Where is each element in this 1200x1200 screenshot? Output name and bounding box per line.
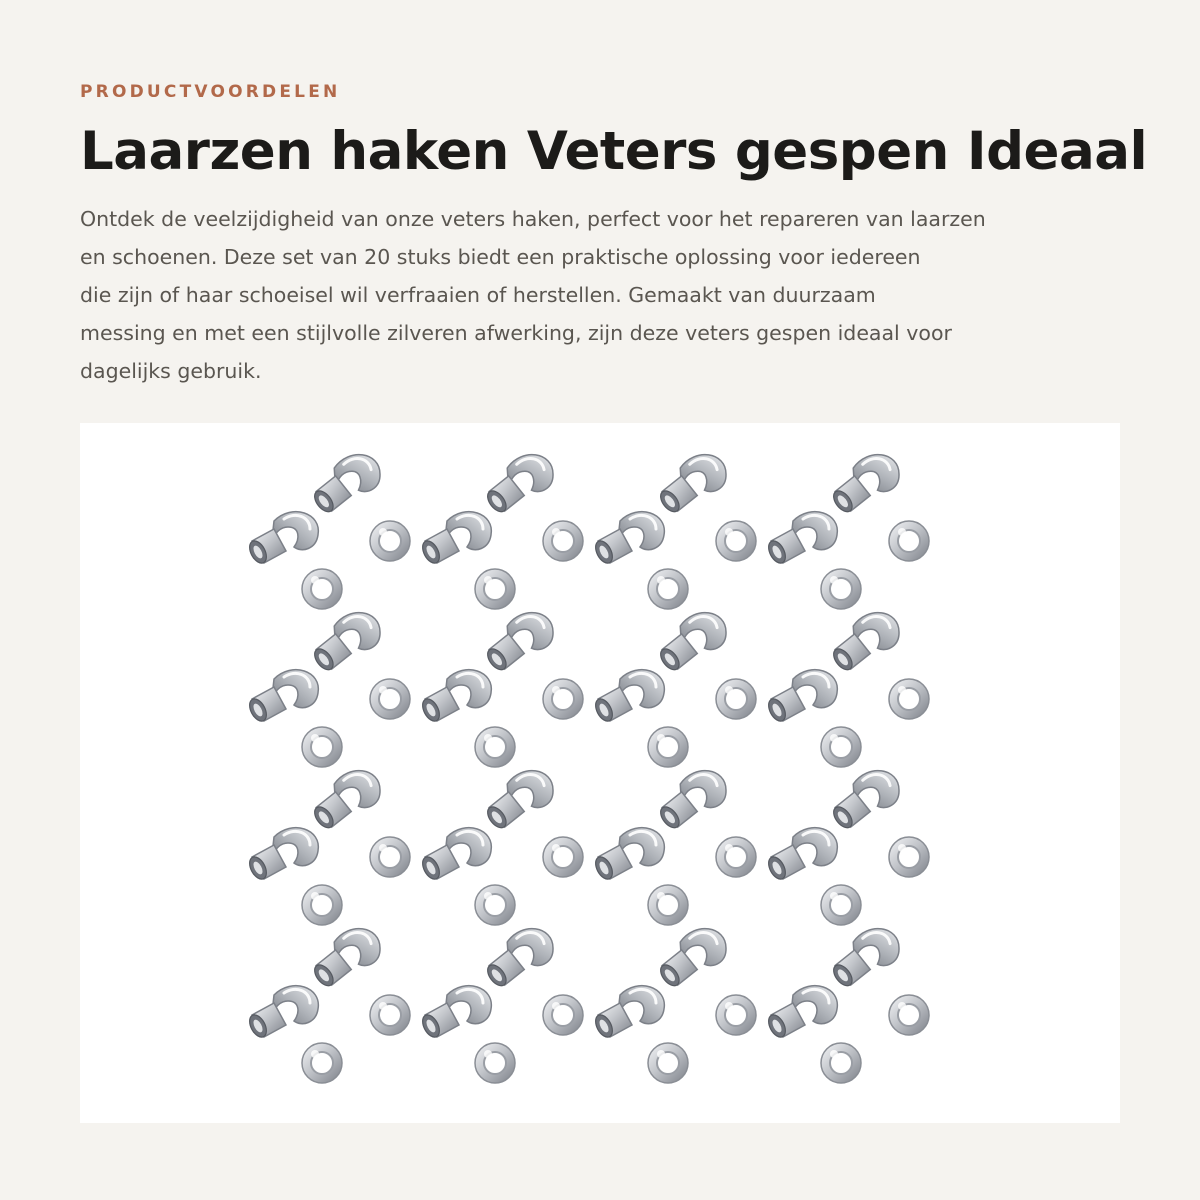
lace-ring	[302, 885, 342, 925]
lace-ring	[821, 885, 861, 925]
lace-hook	[419, 828, 491, 882]
lace-ring	[370, 837, 410, 877]
section-eyebrow: PRODUCTVOORDELEN	[80, 82, 341, 102]
hook-set	[765, 767, 929, 925]
lace-hook	[478, 767, 558, 833]
product-description	[80, 200, 1120, 390]
hook-set	[592, 609, 756, 767]
lace-ring	[370, 521, 410, 561]
lace-hook	[478, 451, 558, 517]
lace-hook	[765, 828, 837, 882]
lace-hook	[651, 609, 731, 675]
lace-hook	[592, 828, 664, 882]
lace-ring	[370, 995, 410, 1035]
hook-set	[246, 925, 410, 1083]
lace-hook	[419, 670, 491, 724]
lace-hook	[305, 767, 385, 833]
lace-hook	[246, 670, 318, 724]
lace-ring	[543, 837, 583, 877]
lace-ring	[648, 727, 688, 767]
hook-set	[419, 767, 583, 925]
lace-hook	[592, 670, 664, 724]
lace-ring	[889, 837, 929, 877]
hook-set	[246, 451, 410, 609]
lace-hook	[419, 986, 491, 1040]
lace-ring	[543, 995, 583, 1035]
lace-hook	[478, 925, 558, 991]
lace-hook	[765, 512, 837, 566]
lace-hook	[592, 512, 664, 566]
hook-set	[246, 767, 410, 925]
hook-set	[765, 609, 929, 767]
lace-ring	[716, 995, 756, 1035]
lace-ring	[889, 521, 929, 561]
description-line: die zijn of haar schoeisel wil verfraaien of herstellen. Gemaakt van duurzaam	[80, 283, 876, 307]
lace-ring	[302, 727, 342, 767]
description-line: Ontdek de veelzijdigheid van onze veters haken, perfect voor het repareren van laarzen	[80, 207, 986, 231]
lace-ring	[648, 569, 688, 609]
lace-ring	[302, 1043, 342, 1083]
lace-ring	[821, 1043, 861, 1083]
lace-ring	[475, 885, 515, 925]
hook-set	[592, 767, 756, 925]
lace-hook	[824, 925, 904, 991]
hook-set	[419, 925, 583, 1083]
lace-ring	[543, 679, 583, 719]
hook-set	[592, 925, 756, 1083]
lace-ring	[370, 679, 410, 719]
lace-hook	[651, 925, 731, 991]
lace-ring	[716, 837, 756, 877]
lace-hook	[246, 986, 318, 1040]
lace-ring	[475, 569, 515, 609]
lace-ring	[543, 521, 583, 561]
description-line: en schoenen. Deze set van 20 stuks biedt een praktische oplossing voor iedereen	[80, 245, 921, 269]
lace-hooks-illustration	[80, 423, 1120, 1123]
section-title: Laarzen haken Veters gespen Ideaal	[80, 121, 1148, 182]
lace-hook	[246, 828, 318, 882]
lace-ring	[648, 885, 688, 925]
lace-hook	[246, 512, 318, 566]
lace-ring	[648, 1043, 688, 1083]
lace-ring	[302, 569, 342, 609]
lace-hook	[305, 925, 385, 991]
lace-hook	[592, 986, 664, 1040]
lace-hook	[765, 670, 837, 724]
hook-set	[765, 925, 929, 1083]
lace-ring	[821, 727, 861, 767]
lace-ring	[716, 679, 756, 719]
lace-hook	[651, 767, 731, 833]
product-image	[80, 423, 1120, 1123]
lace-ring	[716, 521, 756, 561]
lace-hook	[419, 512, 491, 566]
lace-hook	[305, 609, 385, 675]
lace-ring	[475, 1043, 515, 1083]
lace-ring	[821, 569, 861, 609]
lace-hook	[824, 767, 904, 833]
lace-hook	[651, 451, 731, 517]
description-line: dagelijks gebruik.	[80, 359, 262, 383]
lace-hook	[478, 609, 558, 675]
hook-set	[765, 451, 929, 609]
lace-hook	[765, 986, 837, 1040]
hook-set	[246, 609, 410, 767]
hook-set	[419, 451, 583, 609]
hook-set	[419, 609, 583, 767]
description-line: messing en met een stijlvolle zilveren afwerking, zijn deze veters gespen ideaal voor	[80, 321, 952, 345]
lace-ring	[889, 679, 929, 719]
lace-hook	[305, 451, 385, 517]
lace-hook	[824, 451, 904, 517]
hook-set	[592, 451, 756, 609]
lace-ring	[475, 727, 515, 767]
lace-hook	[824, 609, 904, 675]
lace-ring	[889, 995, 929, 1035]
